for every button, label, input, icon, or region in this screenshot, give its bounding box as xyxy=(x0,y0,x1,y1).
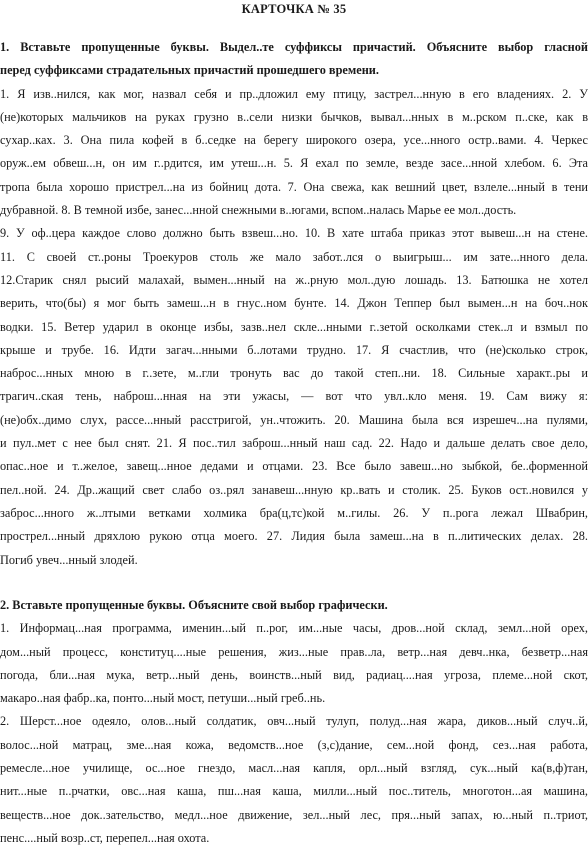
task-1-text-line: оруж..ем обвеш...н, он им г..рдится, им утеш...н. 5. Я ехал по земле, везде засе...нной хлебом. 6. Эта xyxy=(0,156,588,171)
task-1-text-line: 11. С своей ст..роны Троекуров столь же мало забот..лся о выигрыш... им зате...нного дела. xyxy=(0,249,588,264)
task-2-text-line: ремесле...ное училище, ос...ное гнездо, масл...ная капля, орл...ный взгляд, сук...ный ка(в,ф)тан, xyxy=(0,761,588,776)
task-1-text-line: 12.Старик снял рысий малахай, вымен...нный на ж..рную мол..дую лошадь. 13. Батюшка не хотел xyxy=(0,272,588,287)
task-2-text-line: макаро..ная фабр..ка, понто...ный мост, петуши...ный греб..нь. xyxy=(0,691,326,706)
card-title: КАРТОЧКА № 35 xyxy=(241,2,347,16)
task-1-text-line: крыше и трубе. 16. Идти загач...нными б..лотами трудно. 17. Я счастлив, что (не)сколько строк, xyxy=(0,342,588,357)
task-1-text-line: дубравной. 8. В темной избе, занес...нной снежными в..югами, вспом..налась Марье ее мол..дость. xyxy=(0,203,517,218)
task-2-text-line: волос...ной матрац, зме...ная кожа, ведомств...ное (з,с)дание, сем...ной фонд, сез...ная работа, xyxy=(0,737,588,752)
task-1-text-line: заброс...нного ж..лтыми ветками холмика бра(ц,тс)кой м..гилы. 26. У п..рога лежал Швабрин, xyxy=(0,505,588,520)
task-1-text-line: (не)обх..димо слух, рассе...нный расстригой, ун..чтожить. 20. Машина была вся изрешеч...на пулями, xyxy=(0,412,588,427)
task-1-text-line: (не)которых мальчиков на руках грузно в..сели низки бычков, вывал...нных в м..рском п..ске, как в xyxy=(0,109,588,124)
task-1-text-line: пел..ной. 24. Др..жащий свет слабо оз..рял занавеш...нную кр..вать и столик. 25. Буков ост..новился у xyxy=(0,482,588,497)
task-2-text-line: дом...ный процесс, конституц....ные решения, жиз...ные прав..ла, ветр...ная девч..нка, безветр...ная xyxy=(0,644,588,659)
task-1-heading-line: 1. Вставьте пропущенные буквы. Выдел..те суффиксы причастий. Объясните выбор гласной xyxy=(0,40,588,54)
task-1-text-line: Погиб увеч...нный злодей. xyxy=(0,552,138,567)
task-1-text-line: сухар..ках. 3. Она пила кофей в б..седке на берегу широкого озера, усе...нного остр..вами. 4. Черкес xyxy=(0,133,588,148)
task-2-text-line: веществ...ное док..зательство, медл...ное движение, зел...ный лес, пря...ный запах, ю...ный п..триот, xyxy=(0,807,588,822)
task-1-text-line: опас..ное и т..желое, завещ...нное дедами и отцами. 23. Все было завеш...но зыбкой, бе..форменной xyxy=(0,459,588,474)
task-2-text-line: нит...ные п..рчатки, овс...ная каша, пш...ная каша, милли...ный пос..титель, многотон...ая машина, xyxy=(0,784,588,799)
task-1-text-line: водки. 15. Ветер ударил в оконце избы, зазв..нел скле...нными г..зетой осколками стек..л и взмыл по xyxy=(0,319,588,334)
task-1-heading-line: перед суффиксами страдательных причастий прошедшего времени. xyxy=(0,63,379,78)
task-2-text-line: погода, бли...ная мука, ветр...ный день, воинств...ный вид, радиац....ная угроза, племе...ной скот, xyxy=(0,667,588,682)
task-1-text-line: 9. У оф..цера каждое слово должно быть взвеш...но. 10. В хате штаба приказ этот вывеш...н на стене. xyxy=(0,226,588,241)
task-2-text-line: пенс....ный возр..ст, перепел...ная охота. xyxy=(0,830,210,845)
task-1-text-line: 1. Я изв..нился, как мог, назвал себя и пр..дложил ему птицу, застрел...нную в его владениях. 2. У xyxy=(0,86,588,101)
task-1-text-line: прострел...нный дряхлою рукою отца моего. 27. Лидия была замеш...на в п..литических делах. 28. xyxy=(0,529,588,544)
task-1-text-line: наброс...нных мною в г..зете, м..гли тронуть вас до такой степ..ни. 18. Сильные характ..ры и xyxy=(0,366,588,381)
task-2 xyxy=(0,594,588,850)
task-1-text-line: и пул..мет с нее был снят. 21. Я пос..тил заброш...нный наш сад. 22. Надо и дальше делать свое дело, xyxy=(0,436,588,451)
task-1-text-line: верить, что(бы) я мог быть замеш...н в гнус..ном бунте. 14. Джон Теппер был вымен...н на боч..нок xyxy=(0,296,588,311)
task-1-text-line: трагич..ская тень, наброш...нная на эти ужасы, — вот что увл..кло меня. 19. Сам вижу я: xyxy=(0,389,588,404)
task-1 xyxy=(0,36,588,572)
task-1-text-line: тропа была хорошо пристрел...на из бойниц дота. 7. Она свежа, как вешний цвет, взлеле...нный в тени xyxy=(0,179,588,194)
task-2-text-line: 1. Информац...ная программа, именин...ый п..рог, им...ные часы, дров...ной склад, земл...ной орех, xyxy=(0,621,588,636)
task-2-heading: 2. Вставьте пропущенные буквы. Объясните свой выбор графически. xyxy=(0,598,388,612)
task-2-text-line: 2. Шерст...ное одеяло, олов...ный солдатик, овч...ный тулуп, полуд...ная жара, диков...ный случ..й, xyxy=(0,714,588,729)
